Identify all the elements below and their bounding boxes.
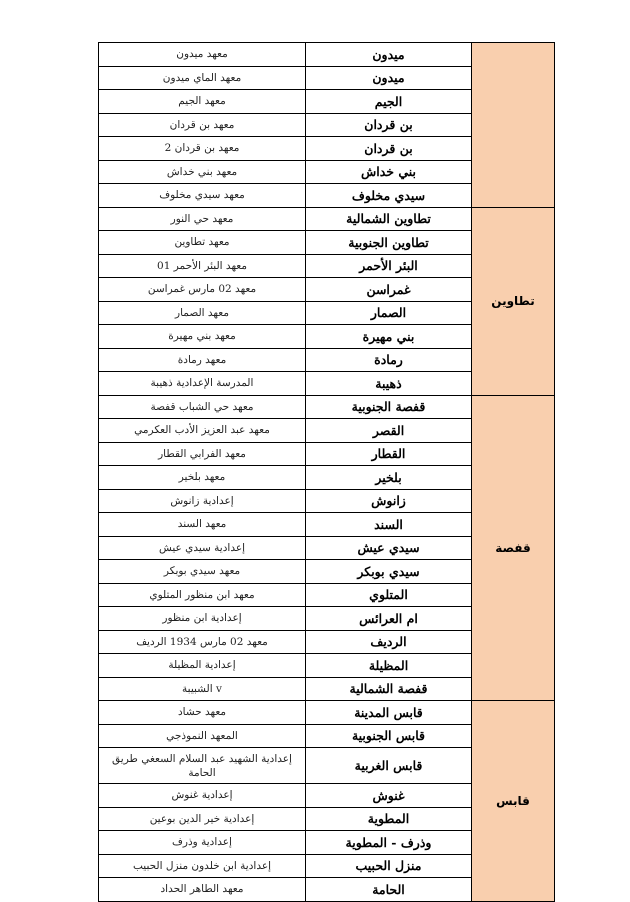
delegation-cell: سيدي عيش — [306, 536, 472, 560]
school-cell: معهد السند — [99, 513, 306, 537]
delegation-cell: تطاوين الجنوبية — [306, 231, 472, 255]
school-cell: معهد ميدون — [99, 43, 306, 67]
region-cell: قفصة — [472, 395, 555, 701]
school-cell: معهد 02 مارس غمراسن — [99, 278, 306, 302]
delegation-cell: المتلوي — [306, 583, 472, 607]
table-row — [99, 395, 555, 419]
delegation-cell: منزل الحبيب — [306, 854, 472, 878]
schools-table — [98, 42, 555, 902]
delegation-cell: الرديف — [306, 630, 472, 654]
delegation-cell: الجيم — [306, 90, 472, 114]
school-cell: معهد بني خداش — [99, 160, 306, 184]
delegation-cell: قابس الغربية — [306, 748, 472, 784]
school-cell: إعدادية وذرف — [99, 831, 306, 855]
school-cell: معهد سيدي مخلوف — [99, 184, 306, 208]
delegation-cell: القصر — [306, 419, 472, 443]
school-cell: معهد الماي ميدون — [99, 66, 306, 90]
delegation-cell: البئر الأحمر — [306, 254, 472, 278]
delegation-cell: ميدون — [306, 43, 472, 67]
school-cell: إعدادية سيدي عيش — [99, 536, 306, 560]
school-cell: معهد بن قردان — [99, 113, 306, 137]
delegation-cell: غنوش — [306, 784, 472, 808]
delegation-cell: بن قردان — [306, 137, 472, 161]
delegation-cell: الحامة — [306, 878, 472, 902]
school-cell: معهد حي الشباب قفصة — [99, 395, 306, 419]
delegation-cell: تطاوين الشمالية — [306, 207, 472, 231]
school-cell: معهد بني مهيرة — [99, 325, 306, 349]
delegation-cell: بن قردان — [306, 113, 472, 137]
delegation-cell: زانوش — [306, 489, 472, 513]
school-cell: معهد حي النور — [99, 207, 306, 231]
school-cell: إعدادية الشهيد عبد السلام السعغي طريق الحامة — [99, 748, 306, 784]
school-cell: المدرسة الإعدادية ذهيبة — [99, 372, 306, 396]
school-cell: معهد الجيم — [99, 90, 306, 114]
region-cell: قابس — [472, 701, 555, 902]
delegation-cell: ام العرائس — [306, 607, 472, 631]
school-cell: معهد الفرابي القطار — [99, 442, 306, 466]
school-cell: معهد الطاهر الحداد — [99, 878, 306, 902]
delegation-cell: قابس الجنوبية — [306, 724, 472, 748]
school-cell: معهد رمادة — [99, 348, 306, 372]
delegation-cell: قفصة الجنوبية — [306, 395, 472, 419]
delegation-cell: ميدون — [306, 66, 472, 90]
delegation-cell: سيدي بوبكر — [306, 560, 472, 584]
school-cell: معهد سيدي بوبكر — [99, 560, 306, 584]
table-row — [99, 43, 555, 67]
region-cell — [472, 43, 555, 208]
delegation-cell: ذهيبة — [306, 372, 472, 396]
delegation-cell: الصمار — [306, 301, 472, 325]
school-cell: إعدادية زانوش — [99, 489, 306, 513]
delegation-cell: بني مهيرة — [306, 325, 472, 349]
delegation-cell: سيدي مخلوف — [306, 184, 472, 208]
school-cell: معهد البئر الأحمر 01 — [99, 254, 306, 278]
school-cell: المعهد النموذجي — [99, 724, 306, 748]
school-cell: إعدادية غنوش — [99, 784, 306, 808]
school-cell: معهد عبد العزيز الأدب العكرمي — [99, 419, 306, 443]
delegation-cell: بني خداش — [306, 160, 472, 184]
delegation-cell: رمادة — [306, 348, 472, 372]
school-cell: معهد حشاد — [99, 701, 306, 725]
school-cell: معهد 02 مارس 1934 الرديف — [99, 630, 306, 654]
delegation-cell: وذرف - المطوية — [306, 831, 472, 855]
region-cell: تطاوين — [472, 207, 555, 395]
table-row — [99, 207, 555, 231]
delegation-cell: قابس المدينة — [306, 701, 472, 725]
delegation-cell: المطوية — [306, 807, 472, 831]
school-cell: معهد الصمار — [99, 301, 306, 325]
school-cell: إعدادية المظيلة — [99, 654, 306, 678]
delegation-cell: القطار — [306, 442, 472, 466]
school-cell: إعدادية خير الدين بوعين — [99, 807, 306, 831]
school-cell: معهد ابن منظور المتلوي — [99, 583, 306, 607]
delegation-cell: السند — [306, 513, 472, 537]
delegation-cell: المظيلة — [306, 654, 472, 678]
table-row — [99, 701, 555, 725]
school-cell: v الشبيبة — [99, 677, 306, 701]
school-cell: إعدادية ابن خلدون منزل الحبيب — [99, 854, 306, 878]
delegation-cell: قفصة الشمالية — [306, 677, 472, 701]
delegation-cell: بلخير — [306, 466, 472, 490]
school-cell: إعدادية ابن منظور — [99, 607, 306, 631]
school-cell: معهد تطاوين — [99, 231, 306, 255]
delegation-cell: غمراسن — [306, 278, 472, 302]
school-cell: معهد بلخير — [99, 466, 306, 490]
school-cell: معهد بن قردان 2 — [99, 137, 306, 161]
